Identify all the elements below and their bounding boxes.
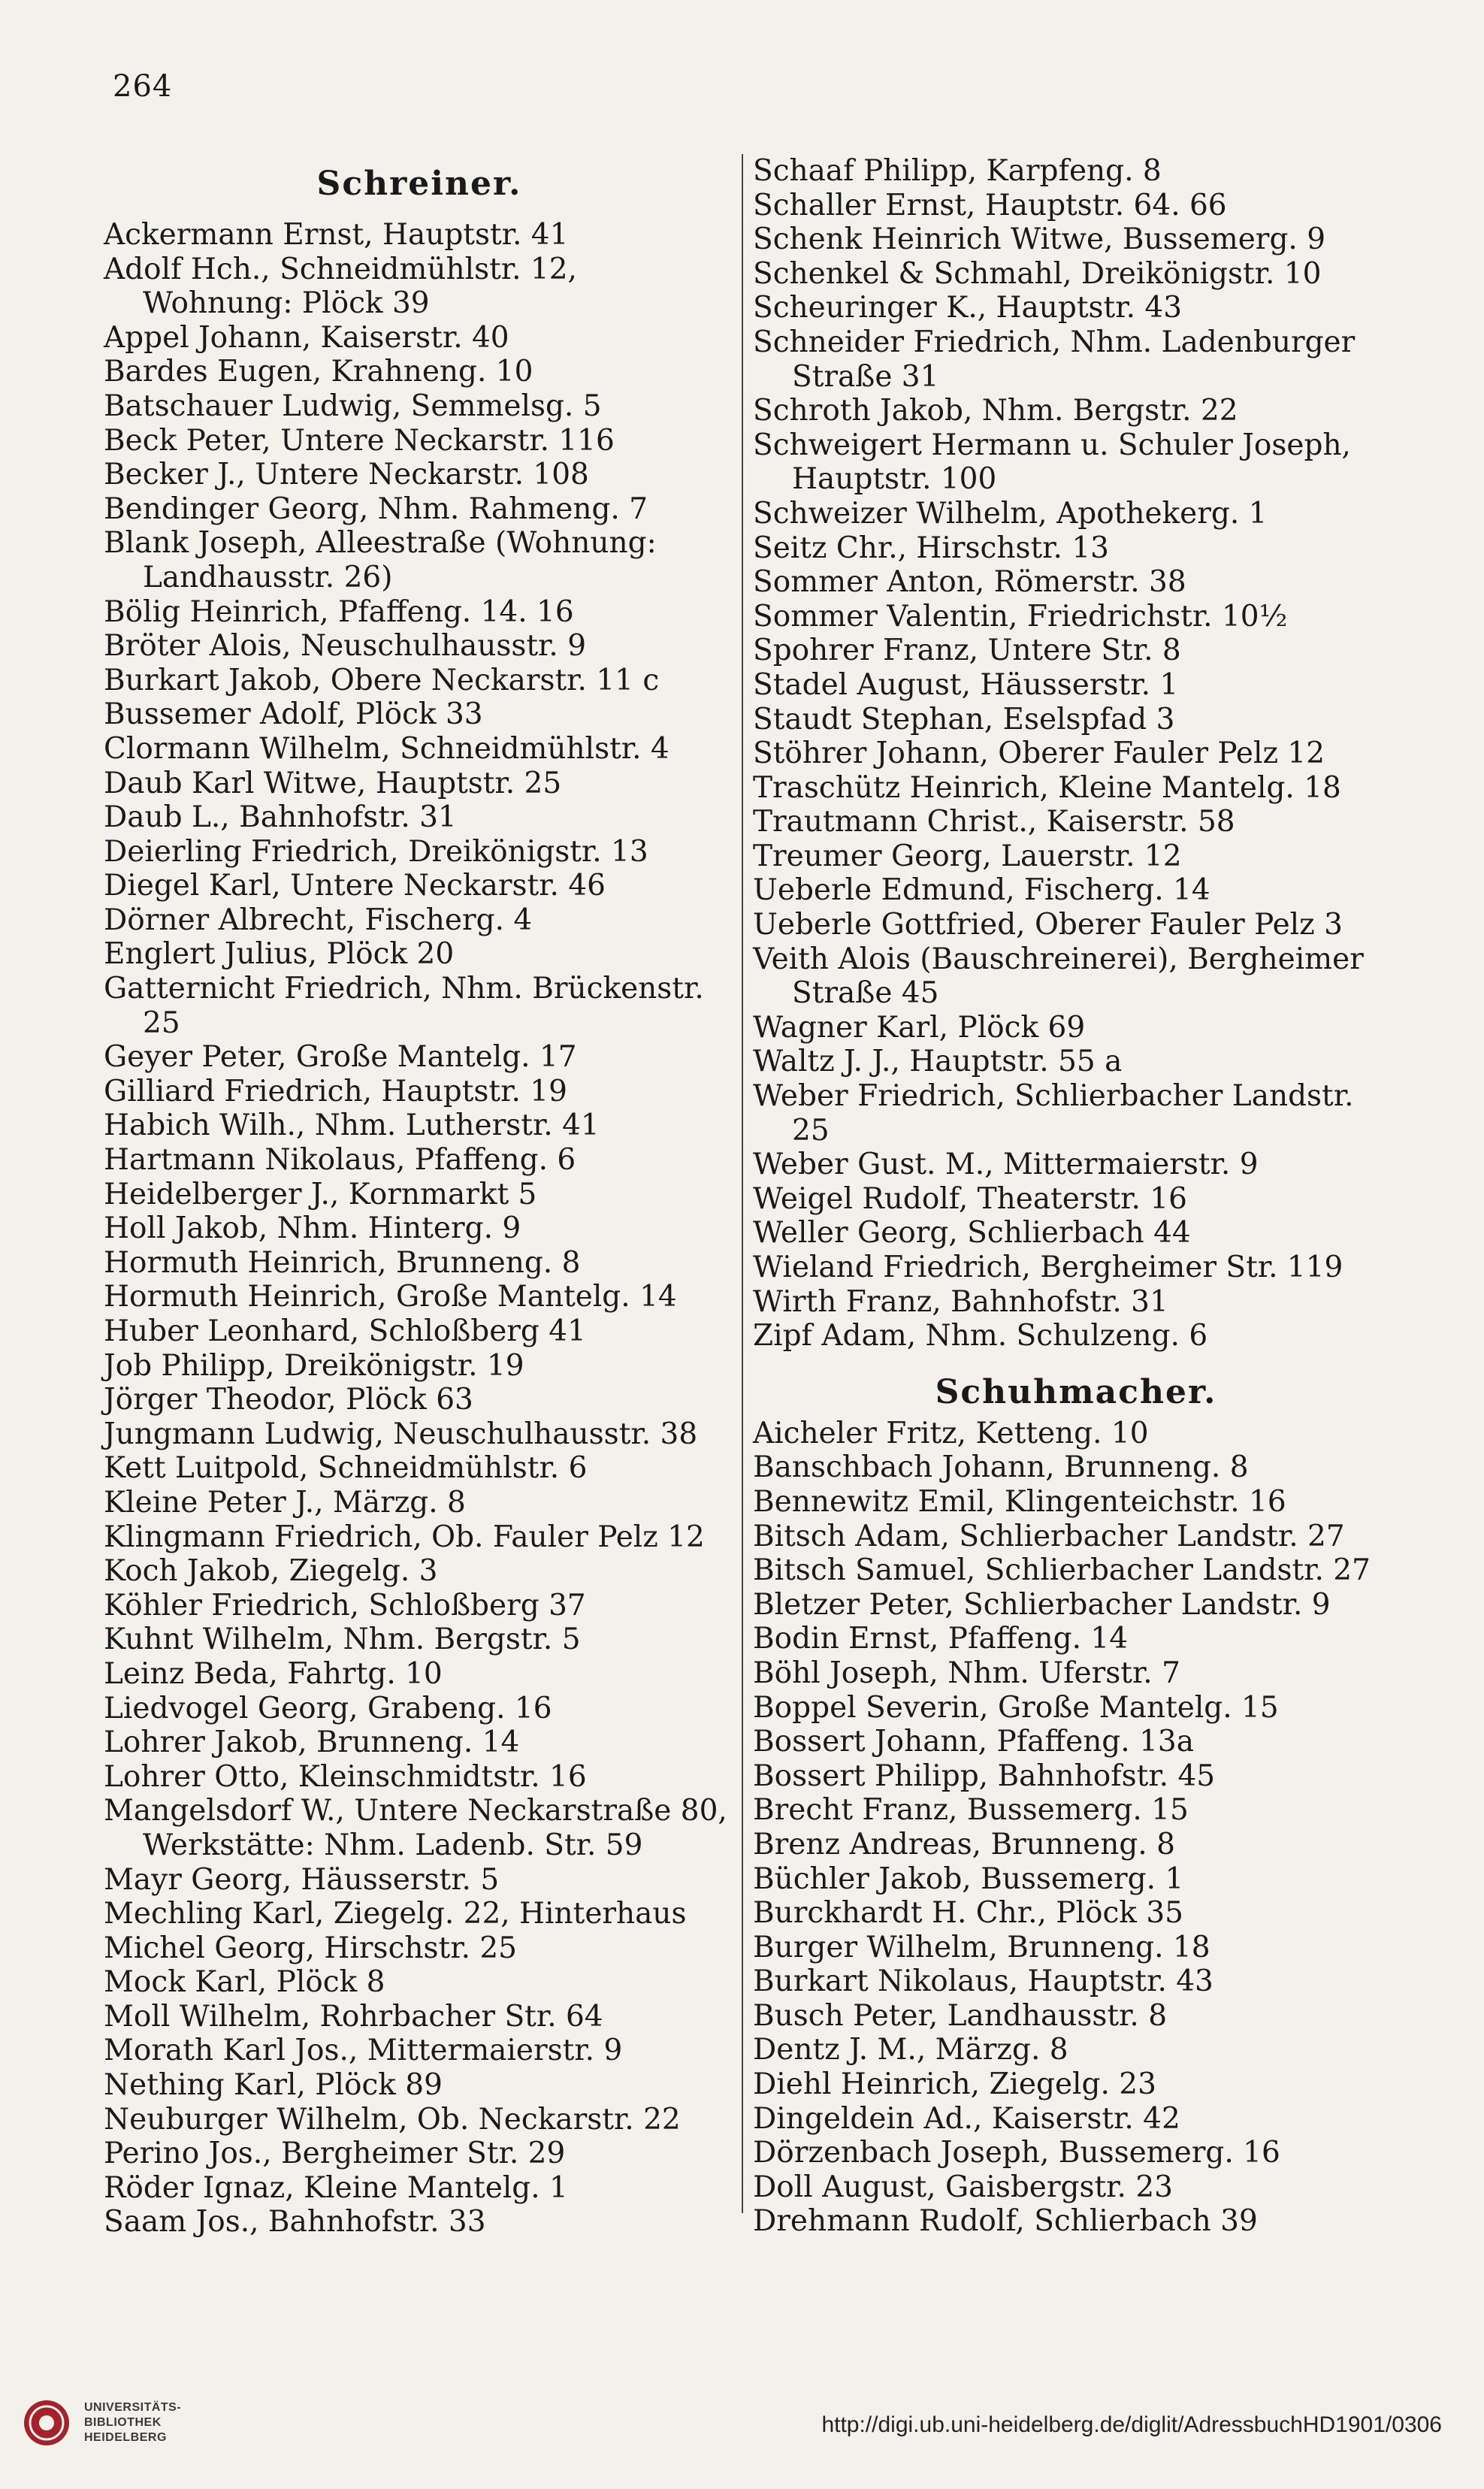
directory-entry: Bitsch Adam, Schlierbacher Landstr. 27	[753, 1519, 1345, 1553]
directory-entry: Bodin Ernst, Pfaffeng. 14	[753, 1622, 1129, 1656]
directory-entry: Holl Jakob, Nhm. Hinterg. 9	[104, 1211, 521, 1246]
library-logo[interactable]	[23, 2399, 181, 2447]
directory-entry: Boppel Severin, Große Mantelg. 15	[753, 1690, 1279, 1725]
directory-entry: Daub Karl Witwe, Hauptstr. 25	[104, 766, 562, 800]
directory-entry: Heidelberger J., Kornmarkt 5	[104, 1177, 537, 1211]
directory-entry: Schneider Friedrich, Nhm. Ladenburger Straße 31	[753, 325, 1356, 394]
directory-entry: Scheuringer K., Hauptstr. 43	[753, 291, 1183, 325]
directory-entry: Schenk Heinrich Witwe, Bussemerg. 9	[753, 222, 1326, 257]
directory-entry: Seitz Chr., Hirschstr. 13	[753, 531, 1109, 565]
directory-entry: Hormuth Heinrich, Große Mantelg. 14	[104, 1280, 677, 1314]
directory-entry: Moll Wilhelm, Rohrbacher Str. 64	[104, 1999, 603, 2034]
directory-entry: Klingmann Friedrich, Ob. Fauler Pelz 12	[104, 1520, 705, 1554]
directory-entry: Busch Peter, Landhausstr. 8	[753, 1998, 1168, 2033]
directory-entry: Schweizer Wilhelm, Apothekerg. 1	[753, 496, 1268, 531]
schreiner-list-left	[104, 218, 735, 2239]
directory-entry: Burkart Jakob, Obere Neckarstr. 11 c	[104, 663, 660, 697]
directory-entry: Schenkel & Schmahl, Dreikönigstr. 10	[753, 256, 1322, 291]
directory-entry: Kett Luitpold, Schneidmühlstr. 6	[104, 1451, 588, 1486]
directory-entry: Clormann Wilhelm, Schneidmühlstr. 4	[104, 731, 669, 766]
directory-entry: Drehmann Rudolf, Schlierbach 39	[753, 2204, 1258, 2239]
left-column	[104, 150, 735, 2239]
directory-entry: Bitsch Samuel, Schlierbacher Landstr. 27	[753, 1553, 1371, 1588]
directory-entry: Beck Peter, Untere Neckarstr. 116	[104, 423, 615, 458]
directory-entry: Mechling Karl, Ziegelg. 22, Hinterhaus	[104, 1897, 687, 1931]
directory-entry: Büchler Jakob, Bussemerg. 1	[753, 1861, 1184, 1896]
directory-entry: Englert Julius, Plöck 20	[104, 937, 455, 972]
directory-entry: Geyer Peter, Große Mantelg. 17	[104, 1040, 577, 1075]
directory-entry: Schweigert Hermann u. Schuler Joseph, Hauptstr. 100	[753, 428, 1351, 497]
directory-entry: Job Philipp, Dreikönigstr. 19	[104, 1348, 524, 1383]
directory-entry: Michel Georg, Hirschstr. 25	[104, 1931, 517, 1965]
directory-entry: Ueberle Gottfried, Oberer Fauler Pelz 3	[753, 908, 1343, 942]
logo-text-line3: HEIDELBERG	[84, 2431, 167, 2444]
directory-entry: Dentz J. M., Märzg. 8	[753, 2033, 1068, 2067]
directory-entry: Batschauer Ludwig, Semmelsg. 5	[104, 389, 602, 423]
directory-entry: Deierling Friedrich, Dreikönigstr. 13	[104, 834, 648, 869]
schreiner-list-right	[753, 154, 1399, 1353]
directory-entry: Jungmann Ludwig, Neuschulhausstr. 38	[104, 1417, 698, 1451]
directory-entry: Bussemer Adolf, Plöck 33	[104, 697, 483, 732]
directory-entry: Zipf Adam, Nhm. Schulzeng. 6	[753, 1319, 1208, 1353]
schuhmacher-list	[753, 1417, 1399, 2239]
directory-entry: Burger Wilhelm, Brunneng. 18	[753, 1930, 1210, 1964]
directory-entry: Brecht Franz, Bussemerg. 15	[753, 1793, 1189, 1828]
directory-entry: Bossert Philipp, Bahnhofstr. 45	[753, 1759, 1216, 1793]
directory-entry: Hartmann Nikolaus, Pfaffeng. 6	[104, 1143, 576, 1178]
directory-entry: Jörger Theodor, Plöck 63	[104, 1383, 473, 1417]
logo-text-line2: BIBLIOTHEK	[84, 2416, 162, 2429]
directory-entry: Ackermann Ernst, Hauptstr. 41	[104, 218, 569, 252]
directory-entry: Sommer Anton, Römerstr. 38	[753, 565, 1186, 600]
directory-entry: Lohrer Otto, Kleinschmidtstr. 16	[104, 1759, 587, 1794]
directory-entry: Köhler Friedrich, Schloßberg 37	[104, 1588, 586, 1623]
directory-entry: Waltz J. J., Hauptstr. 55 a	[753, 1045, 1123, 1079]
directory-entry: Dörner Albrecht, Fischerg. 4	[104, 903, 533, 937]
directory-entry: Adolf Hch., Schneidmühlstr. 12, Wohnung: Plöck 39	[104, 252, 577, 321]
directory-entry: Saam Jos., Bahnhofstr. 33	[104, 2205, 486, 2239]
directory-entry: Appel Johann, Kaiserstr. 40	[104, 320, 509, 355]
logo-text-line1: UNIVERSITÄTS-	[84, 2401, 182, 2414]
directory-entry: Lohrer Jakob, Brunneng. 14	[104, 1725, 520, 1760]
directory-entry: Weller Georg, Schlierbach 44	[753, 1216, 1191, 1251]
directory-entry: Hormuth Heinrich, Brunneng. 8	[104, 1245, 581, 1280]
directory-entry: Wagner Karl, Plöck 69	[753, 1010, 1086, 1045]
directory-entry: Blank Joseph, Alleestraße (Wohnung: Landhausstr. 26)	[104, 526, 657, 594]
source-url-link[interactable]: http://digi.ub.uni-heidelberg.de/diglit/AdressbuchHD1901/0306	[821, 2412, 1442, 2437]
directory-entry: Huber Leonhard, Schloßberg 41	[104, 1314, 586, 1348]
directory-entry: Habich Wilh., Nhm. Lutherstr. 41	[104, 1108, 600, 1143]
library-seal-icon	[23, 2399, 71, 2447]
directory-entry: Trautmann Christ., Kaiserstr. 58	[753, 805, 1235, 839]
column-divider	[742, 154, 743, 2213]
directory-entry: Schaaf Philipp, Karpfeng. 8	[753, 154, 1162, 188]
directory-entry: Ueberle Edmund, Fischerg. 14	[753, 873, 1210, 908]
directory-entry: Böhl Joseph, Nhm. Uferstr. 7	[753, 1656, 1180, 1690]
directory-entry: Brenz Andreas, Brunneng. 8	[753, 1827, 1175, 1861]
directory-entry: Leinz Beda, Fahrtg. 10	[104, 1656, 443, 1691]
directory-entry: Weber Gust. M., Mittermaierstr. 9	[753, 1148, 1259, 1182]
directory-entry: Nething Karl, Plöck 89	[104, 2068, 443, 2103]
directory-entry: Bletzer Peter, Schlierbacher Landstr. 9	[753, 1587, 1331, 1622]
directory-entry: Burckhardt H. Chr., Plöck 35	[753, 1896, 1183, 1931]
directory-entry: Becker J., Untere Neckarstr. 108	[104, 458, 589, 492]
directory-entry: Spohrer Franz, Untere Str. 8	[753, 634, 1181, 668]
directory-entry: Burkart Nikolaus, Hauptstr. 43	[753, 1964, 1213, 1999]
directory-entry: Mangelsdorf W., Untere Neckarstraße 80, Werkstätte: Nhm. Ladenb. Str. 59	[104, 1794, 727, 1862]
directory-entry: Treumer Georg, Lauerstr. 12	[753, 839, 1182, 873]
directory-entry: Weigel Rudolf, Theaterstr. 16	[753, 1181, 1187, 1216]
directory-entry: Sommer Valentin, Friedrichstr. 10½	[753, 599, 1288, 634]
directory-entry: Bröter Alois, Neuschulhausstr. 9	[104, 629, 587, 664]
directory-entry: Neuburger Wilhelm, Ob. Neckarstr. 22	[104, 2102, 681, 2137]
directory-entry: Wieland Friedrich, Bergheimer Str. 119	[753, 1251, 1343, 1284]
directory-entry: Mock Karl, Plöck 8	[104, 1965, 385, 2000]
directory-entry: Bardes Eugen, Krahneng. 10	[104, 355, 533, 389]
directory-entry: Daub L., Bahnhofstr. 31	[104, 800, 457, 835]
directory-entry: Diegel Karl, Untere Neckarstr. 46	[104, 869, 606, 903]
directory-entry: Weber Friedrich, Schlierbacher Landstr. 25	[753, 1079, 1354, 1148]
directory-entry: Dörzenbach Joseph, Bussemerg. 16	[753, 2136, 1280, 2170]
directory-entry: Bölig Heinrich, Pfaffeng. 14. 16	[104, 594, 574, 629]
directory-entry: Stöhrer Johann, Oberer Fauler Pelz 12	[753, 736, 1325, 771]
directory-entry: Liedvogel Georg, Grabeng. 16	[104, 1691, 552, 1725]
directory-entry: Schroth Jakob, Nhm. Bergstr. 22	[753, 394, 1238, 428]
directory-entry: Bennewitz Emil, Klingenteichstr. 16	[753, 1484, 1286, 1519]
section-heading-schuhmacher: Schuhmacher.	[935, 1372, 1217, 1411]
page-number: 264	[113, 69, 173, 104]
directory-entry: Gatternicht Friedrich, Nhm. Brückenstr. 25	[104, 972, 704, 1040]
directory-entry: Kuhnt Wilhelm, Nhm. Bergstr. 5	[104, 1623, 581, 1657]
right-column	[753, 154, 1399, 2239]
directory-entry: Röder Ignaz, Kleine Mantelg. 1	[104, 2170, 568, 2205]
directory-entry: Dingeldein Ad., Kaiserstr. 42	[753, 2101, 1180, 2136]
directory-entry: Koch Jakob, Ziegelg. 3	[104, 1554, 438, 1589]
directory-entry: Veith Alois (Bauschreinerei), Bergheimer Straße 45	[753, 942, 1364, 1011]
directory-entry: Staudt Stephan, Eselspfad 3	[753, 702, 1175, 736]
directory-entry: Perino Jos., Bergheimer Str. 29	[104, 2137, 566, 2171]
directory-entry: Kleine Peter J., Märzg. 8	[104, 1485, 466, 1520]
directory-entry: Schaller Ernst, Hauptstr. 64. 66	[753, 188, 1227, 222]
directory-entry: Bossert Johann, Pfaffeng. 13a	[753, 1725, 1194, 1759]
directory-entry: Traschütz Heinrich, Kleine Mantelg. 18	[753, 770, 1341, 805]
section-heading-schreiner: Schreiner.	[316, 165, 522, 203]
directory-entry: Diehl Heinrich, Ziegelg. 23	[753, 2067, 1156, 2102]
directory-entry: Banschbach Johann, Brunneng. 8	[753, 1450, 1249, 1485]
directory-entry: Mayr Georg, Häusserstr. 5	[104, 1862, 500, 1897]
directory-entry: Gilliard Friedrich, Hauptstr. 19	[104, 1074, 567, 1108]
directory-entry: Aicheler Fritz, Ketteng. 10	[753, 1416, 1149, 1450]
directory-entry: Bendinger Georg, Nhm. Rahmeng. 7	[104, 491, 648, 526]
directory-entry: Morath Karl Jos., Mittermaierstr. 9	[104, 2034, 623, 2068]
directory-entry: Stadel August, Häusserstr. 1	[753, 667, 1179, 702]
directory-entry: Doll August, Gaisbergstr. 23	[753, 2170, 1173, 2204]
directory-entry: Wirth Franz, Bahnhofstr. 31	[753, 1284, 1168, 1319]
